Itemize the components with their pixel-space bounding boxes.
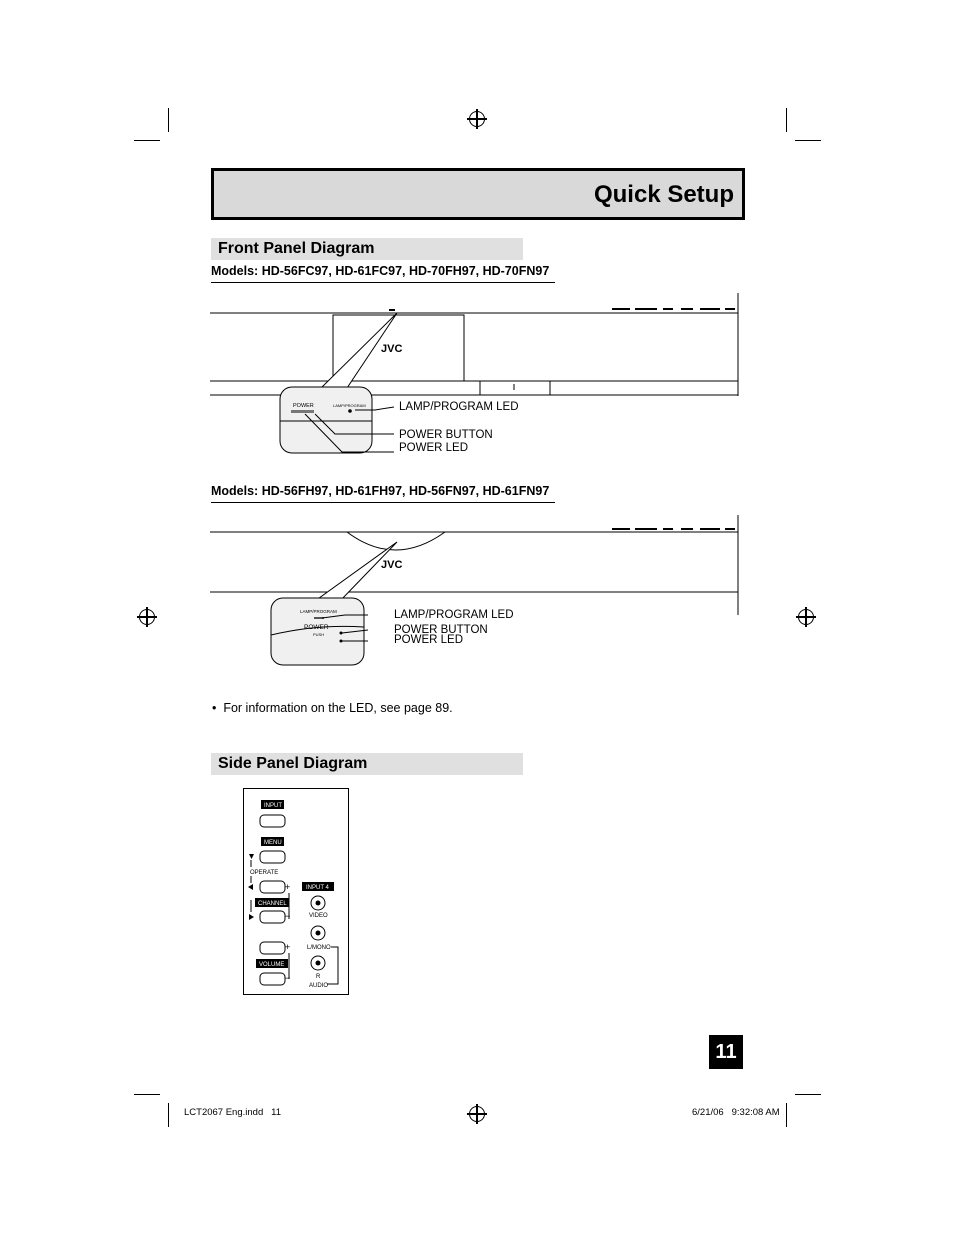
volume-label: VOLUME (259, 962, 285, 968)
callout-power-led-2: POWER LED (394, 634, 464, 646)
front-panel-diagram-2 (205, 513, 745, 673)
volume-plus: + (285, 942, 291, 952)
inset-power-label: POWER (293, 403, 314, 409)
crop-mark (134, 140, 160, 141)
crop-mark (786, 1103, 787, 1127)
input-button[interactable] (260, 815, 285, 827)
footer-timestamp: 6/21/06 9:32:08 AM (692, 1107, 780, 1118)
inset-push-label: PUSH (313, 632, 325, 637)
operate-label: OPERATE (250, 870, 279, 876)
audio-label: AUDIO (309, 983, 329, 989)
inset-power-label-2: POWER (304, 624, 329, 631)
volume-down-button[interactable] (260, 973, 285, 985)
led-note-text: For information on the LED, see page 89. (223, 701, 453, 715)
jvc-logo-2: JVC (381, 559, 403, 571)
models-label-1: Models: HD-56FC97, HD-61FC97, HD-70FH97, HD-70FN97 (211, 264, 555, 283)
input-label: INPUT (264, 803, 282, 809)
channel-plus: + (285, 882, 291, 892)
registration-mark-icon (798, 609, 814, 625)
registration-mark-icon (469, 1106, 485, 1122)
front-panel-heading (211, 238, 523, 260)
callout-power-button-2: POWER BUTTON (394, 624, 488, 636)
side-panel-diagram (243, 788, 349, 996)
channel-up-button[interactable] (260, 881, 285, 893)
crop-mark (168, 1103, 169, 1127)
footer-file: LCT2067 Eng.indd 11 (184, 1107, 282, 1118)
crop-mark (168, 108, 169, 132)
front-panel-heading-text: Front Panel Diagram (218, 240, 375, 257)
inset-lamp-label: LAMP/PROGRAM (333, 403, 366, 408)
callout-power-led-1: POWER LED (399, 442, 469, 454)
crop-mark (134, 1094, 160, 1095)
volume-minus: − (285, 973, 291, 983)
crop-mark (795, 140, 821, 141)
channel-down-button[interactable] (260, 911, 285, 923)
crop-mark (786, 108, 787, 132)
volume-up-button[interactable] (260, 942, 285, 954)
side-panel-heading-text: Side Panel Diagram (218, 755, 368, 772)
page-title: Quick Setup (593, 181, 734, 208)
inset-lamp-label-2: LAMP/PROGRAM (300, 609, 337, 614)
channel-label: CHANNEL (258, 901, 287, 907)
video-label: VIDEO (309, 913, 328, 919)
registration-mark-icon (469, 111, 485, 127)
registration-mark-icon (139, 609, 155, 625)
l-mono-label: L/MONO (307, 945, 331, 951)
input4-label: INPUT 4 (306, 885, 329, 891)
menu-button[interactable] (260, 851, 285, 863)
menu-label: MENU (264, 840, 282, 846)
callout-lamp-program-led-1: LAMP/PROGRAM LED (399, 401, 519, 413)
r-label: R (316, 974, 321, 980)
models-label-2: Models: HD-56FH97, HD-61FH97, HD-56FN97, HD-61FN97 (211, 484, 555, 503)
page-number: 11 (709, 1035, 743, 1069)
led-note (212, 701, 453, 715)
callout-power-button-1: POWER BUTTON (399, 429, 493, 441)
crop-mark (795, 1094, 821, 1095)
jvc-logo: JVC (381, 343, 403, 355)
bullet-icon: • (212, 701, 224, 715)
callout-lamp-program-led-2: LAMP/PROGRAM LED (394, 609, 514, 621)
side-panel-heading (211, 753, 523, 775)
page-header (211, 168, 745, 220)
channel-minus: − (285, 911, 291, 921)
